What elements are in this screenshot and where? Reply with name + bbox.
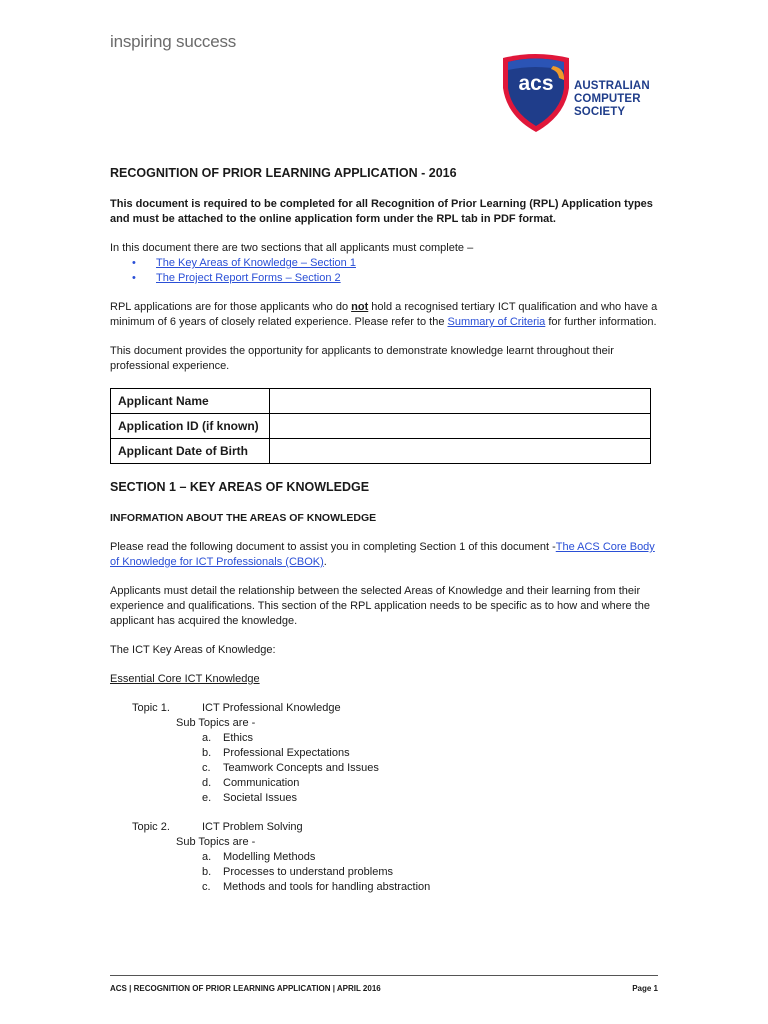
logo-mark: acs: [518, 72, 554, 95]
list-item: b. Processes to understand problems: [202, 866, 393, 878]
logo-wordmark: AUSTRALIAN COMPUTER SOCIETY: [574, 80, 650, 118]
applicant-name-field[interactable]: [270, 389, 651, 414]
list-item: a. Modelling Methods: [202, 851, 316, 863]
subtopics-label: Sub Topics are -: [176, 717, 256, 729]
tagline: inspiring success: [110, 32, 237, 51]
list-item: d. Communication: [202, 777, 300, 789]
opportunity-paragraph: This document provides the opportunity for applicants to demonstrate knowledge learnt throughout their professional experience.: [110, 345, 614, 372]
list-item: c. Teamwork Concepts and Issues: [202, 762, 379, 774]
list-item: [156, 256, 660, 271]
list-item: a. Ethics: [202, 732, 253, 744]
list-item: [156, 271, 660, 286]
footer-text: ACS | RECOGNITION OF PRIOR LEARNING APPLICATION | APRIL 2016: [110, 984, 381, 993]
summary-of-criteria-link[interactable]: Summary of Criteria: [447, 316, 546, 328]
table-row: [111, 389, 651, 414]
list-item: b. Professional Expectations: [202, 747, 350, 759]
document-body: [110, 166, 660, 909]
info-heading: INFORMATION ABOUT THE AREAS OF KNOWLEDGE: [110, 512, 377, 524]
applicant-name-label: Applicant Name: [111, 389, 270, 414]
document-title: RECOGNITION OF PRIOR LEARNING APPLICATION - 2016: [110, 166, 457, 180]
topic-2: [132, 820, 660, 895]
table-row: [111, 439, 651, 464]
essential-core-heading: Essential Core ICT Knowledge: [110, 673, 260, 685]
date-of-birth-field[interactable]: [270, 439, 651, 464]
topic-number: Topic 2.: [132, 821, 170, 833]
application-id-field[interactable]: [270, 414, 651, 439]
detail-paragraph: Applicants must detail the relationship between the selected Areas of Knowledge and their learning from their experience and qualifications. This section of the RPL application needs to be specific as to how and where the applicant has acquired the knowledge.: [110, 585, 650, 627]
table-row: [111, 414, 651, 439]
emphasis-not: not: [351, 301, 369, 313]
topic-number: Topic 1.: [132, 702, 170, 714]
applicant-details-table: [110, 388, 651, 464]
list-item: e. Societal Issues: [202, 792, 297, 804]
cbok-link[interactable]: The ACS Core Body of Knowledge for ICT Professionals (CBOK): [110, 541, 655, 568]
footer-divider: [110, 975, 658, 976]
page-number: Page 1: [632, 984, 658, 993]
read-paragraph: Please read the following document to assist you in completing Section 1 of this document -The ACS Core Body of Knowledge for ICT Professionals (CBOK).: [110, 541, 655, 568]
sections-intro: In this document there are two sections that all applicants must complete –: [110, 242, 474, 254]
intro-paragraph: This document is required to be completed for all Recognition of Prior Learning (RPL) Application types and must be attached to the online application form under the RPL tab in PDF format.: [110, 198, 653, 225]
topic-1: [132, 701, 660, 806]
link-section-1[interactable]: The Key Areas of Knowledge – Section 1: [156, 257, 356, 269]
subtopics-label: Sub Topics are -: [176, 836, 256, 848]
key-areas-intro: The ICT Key Areas of Knowledge:: [110, 644, 276, 656]
link-section-2[interactable]: The Project Report Forms – Section 2: [156, 272, 341, 284]
topic-name: ICT Problem Solving: [202, 821, 303, 833]
section-1-title: SECTION 1 – KEY AREAS OF KNOWLEDGE: [110, 480, 370, 494]
section-links-list: [110, 256, 660, 286]
topic-name: ICT Professional Knowledge: [202, 702, 341, 714]
list-item: c. Methods and tools for handling abstraction: [202, 881, 431, 893]
date-of-birth-label: Applicant Date of Birth: [111, 439, 270, 464]
rpl-paragraph: RPL applications are for those applicants who do not hold a recognised tertiary ICT qualification and who have a minimum of 6 years of closely related experience. Please refer to the Summary of Criteria for further information.: [110, 301, 658, 328]
application-id-label: Application ID (if known): [111, 414, 270, 439]
